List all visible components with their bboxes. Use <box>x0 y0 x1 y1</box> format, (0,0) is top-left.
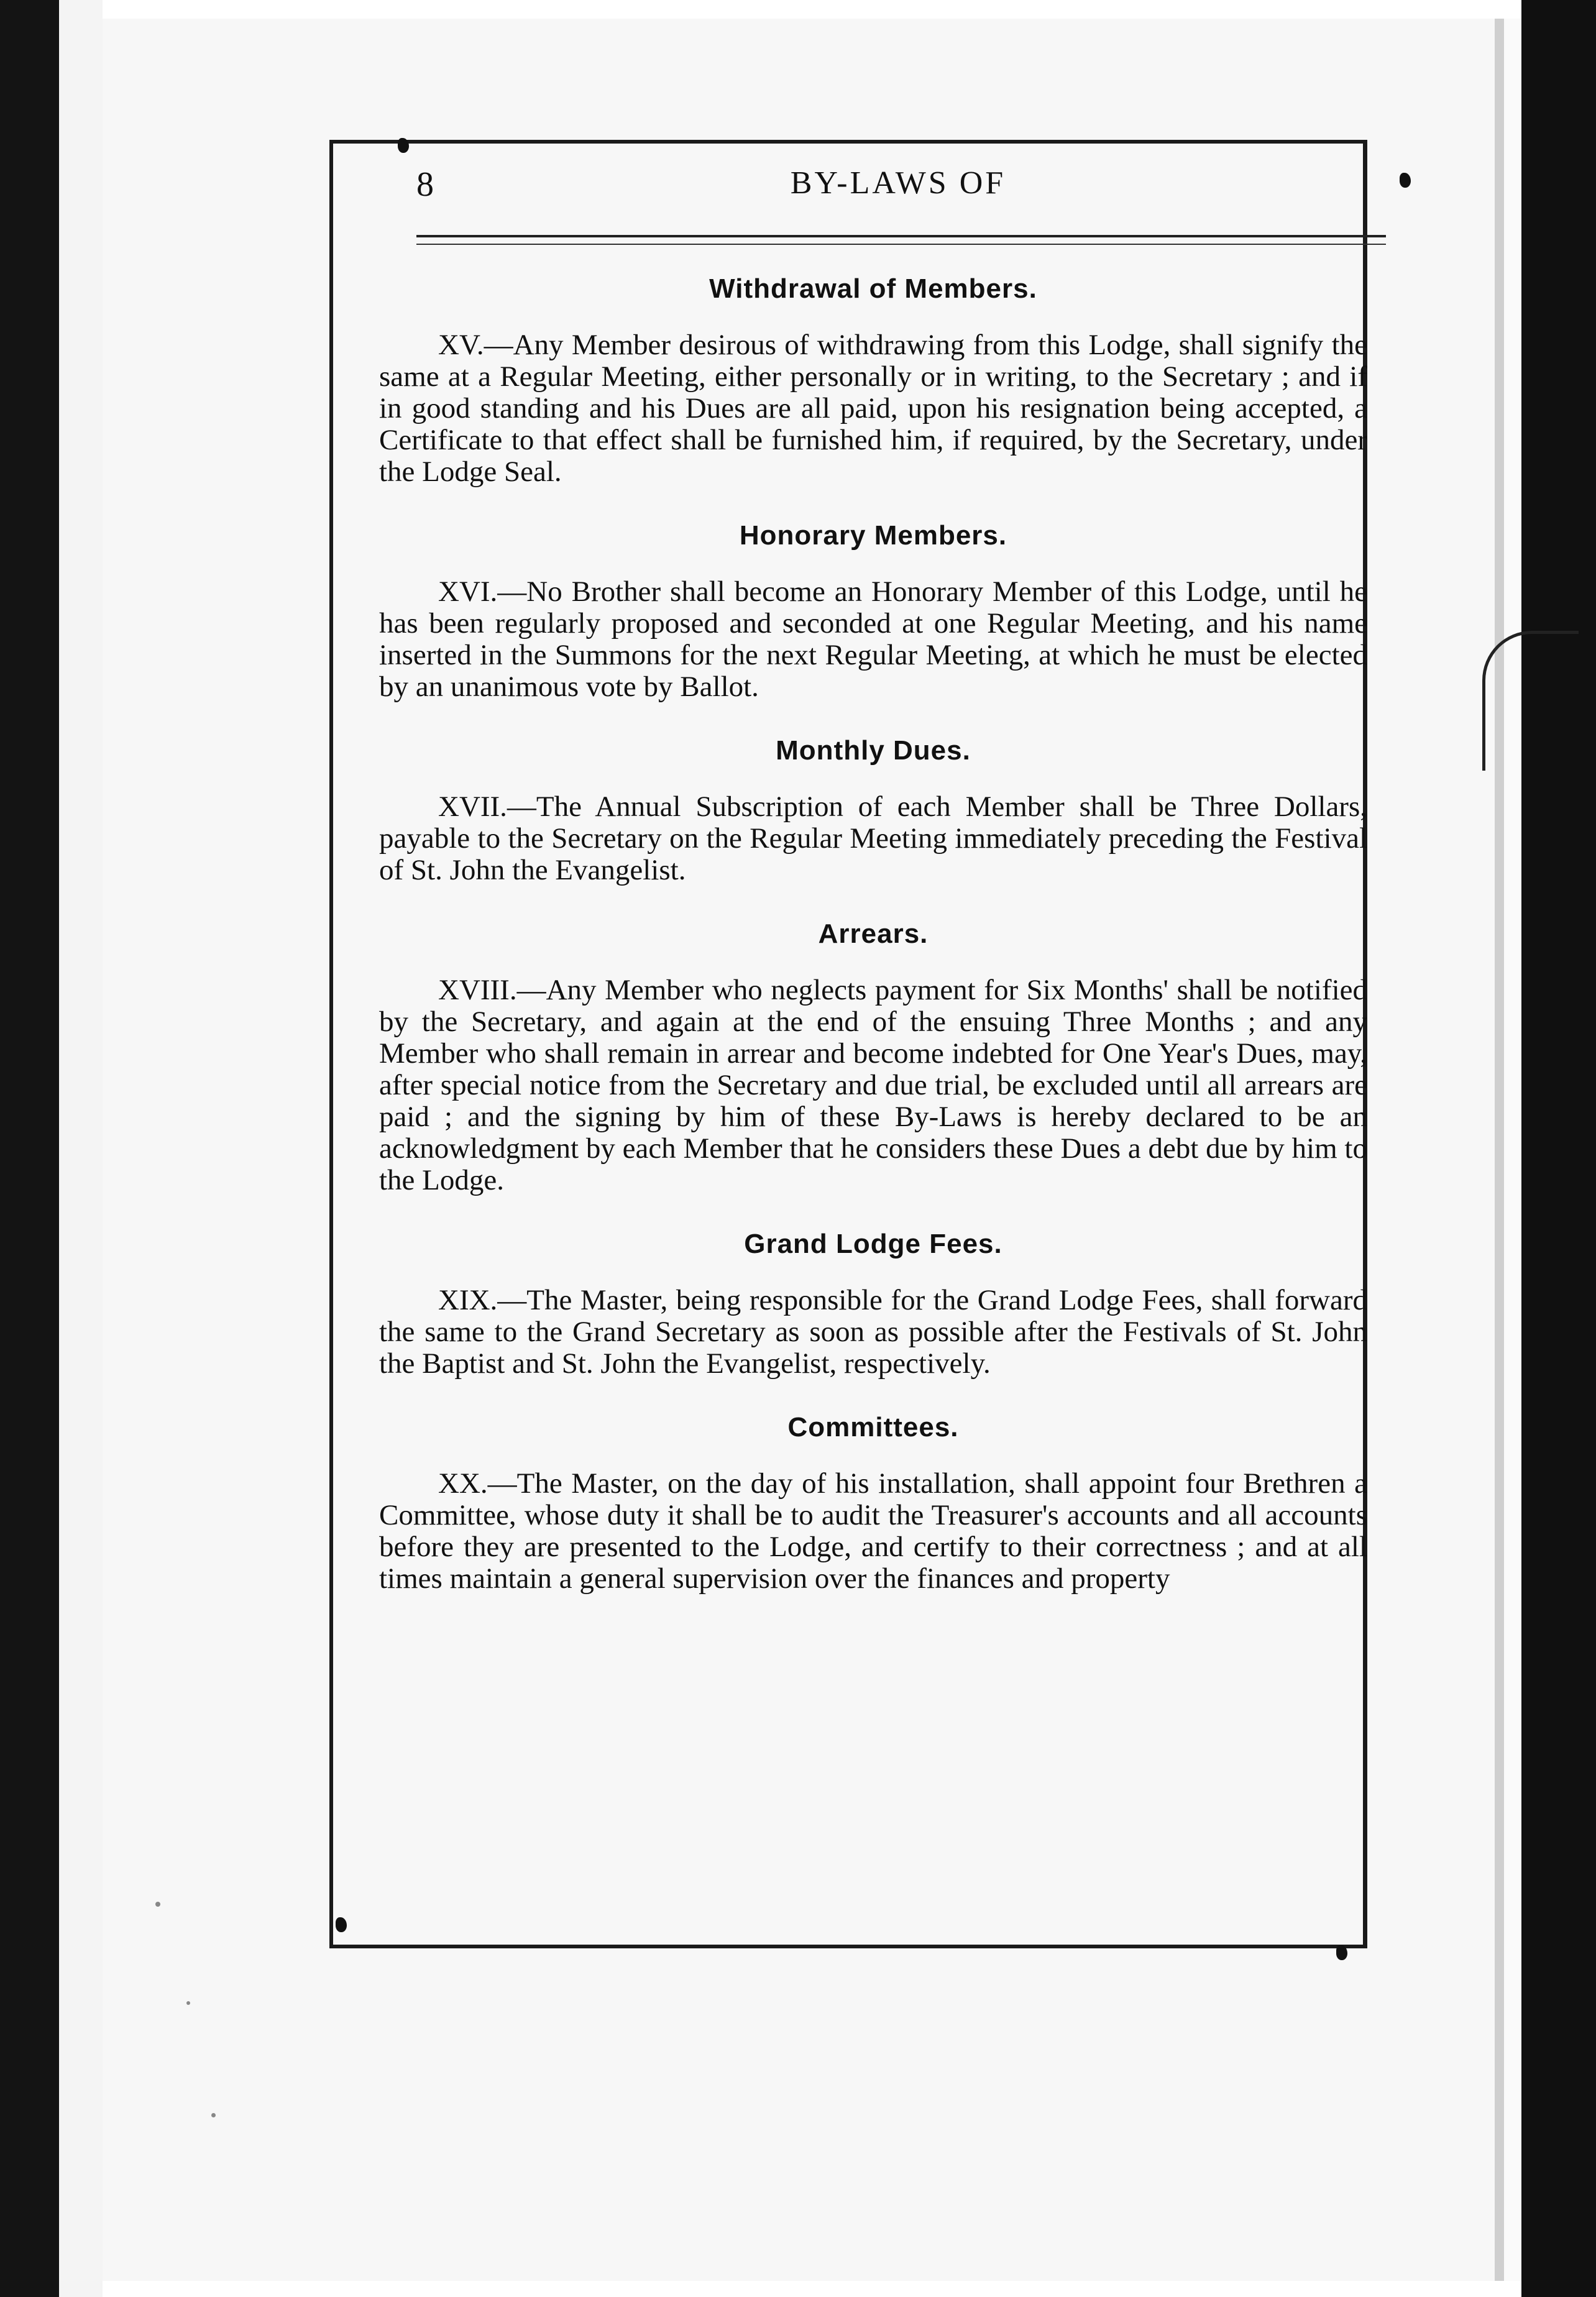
section-text: XX.—The Master, on the day of his installation, shall appoint four Brethren a Committee, whose duty it shall be to audit the Treasurer's accounts and all accounts before they are presented to the Lodge, and certify to their correctness ; and at all times maintain a general supervision over the finances and property <box>379 1467 1367 1595</box>
page-number: 8 <box>416 165 434 204</box>
section-grand-lodge-fees <box>379 1229 1367 1380</box>
header-rule <box>416 235 1386 237</box>
facing-page-edge <box>1504 19 1523 2281</box>
section-committees <box>379 1412 1367 1595</box>
section-withdrawal <box>379 273 1367 488</box>
section-text: XVIII.—Any Member who neglects payment for Six Months' shall be notified by the Secretary, and again at the end of the ensuing Three Months ; and any Member who shall remain in arrear and become indebted for One Year's Dues, may, after special notice from the Secretary and due trial, be excluded until all arrears are paid ; and the signing by him of these By-Laws is hereby declared to be an acknowledgment by each Member that he considers these Dues a debt due by him to the Lodge. <box>379 974 1367 1196</box>
corner-ornament <box>1336 1945 1347 1960</box>
section-arrears <box>379 919 1367 1196</box>
section-title: Committees. <box>787 1412 959 1442</box>
corner-ornament <box>398 138 409 153</box>
section-honorary <box>379 520 1367 703</box>
section-text: XV.—Any Member desirous of withdrawing from this Lodge, shall signify the same at a Regular Meeting, either personally or in writing, to the Secretary ; and if in good standing and his Dues are all paid, upon his resignation being accepted, a Certificate to that effect shall be furnished him, if required, by the Secretary, under the Lodge Seal. <box>379 329 1367 488</box>
scan-left-edge <box>0 0 93 2297</box>
scan-speck <box>211 2113 216 2117</box>
corner-ornament <box>1400 173 1411 188</box>
section-text: XIX.—The Master, being responsible for the Grand Lodge Fees, shall forward the same to the Grand Secretary as soon as possible after the Festivals of St. John the Baptist and St. John the Evangelist, respectively. <box>379 1284 1367 1380</box>
section-title: Arrears. <box>818 919 929 949</box>
section-title: Grand Lodge Fees. <box>744 1229 1002 1259</box>
section-monthly-dues <box>379 735 1367 886</box>
scan-speck <box>155 1902 160 1907</box>
section-title: Withdrawal of Members. <box>709 273 1037 304</box>
section-title: Honorary Members. <box>739 520 1007 551</box>
corner-ornament <box>336 1917 347 1932</box>
scan-right-edge <box>1521 0 1596 2297</box>
page-clip-mark <box>1482 631 1579 771</box>
header-rule-thin <box>416 244 1386 245</box>
page-header <box>416 165 1380 221</box>
running-title: BY-LAWS OF <box>790 165 1006 201</box>
page-body <box>379 273 1367 1627</box>
scan-speck <box>186 2001 190 2005</box>
section-text: XVI.—No Brother shall become an Honorary Member of this Lodge, until he has been regularly proposed and seconded at one Regular Meeting, and his name inserted in the Summons for the next Regular Meeting, at which he must be elected by an unanimous vote by Ballot. <box>379 575 1367 703</box>
section-text: XVII.—The Annual Subscription of each Member shall be Three Dollars, payable to the Secretary on the Regular Meeting immediately preceding the Festival of St. John the Evangelist. <box>379 791 1367 886</box>
section-title: Monthly Dues. <box>776 735 971 766</box>
